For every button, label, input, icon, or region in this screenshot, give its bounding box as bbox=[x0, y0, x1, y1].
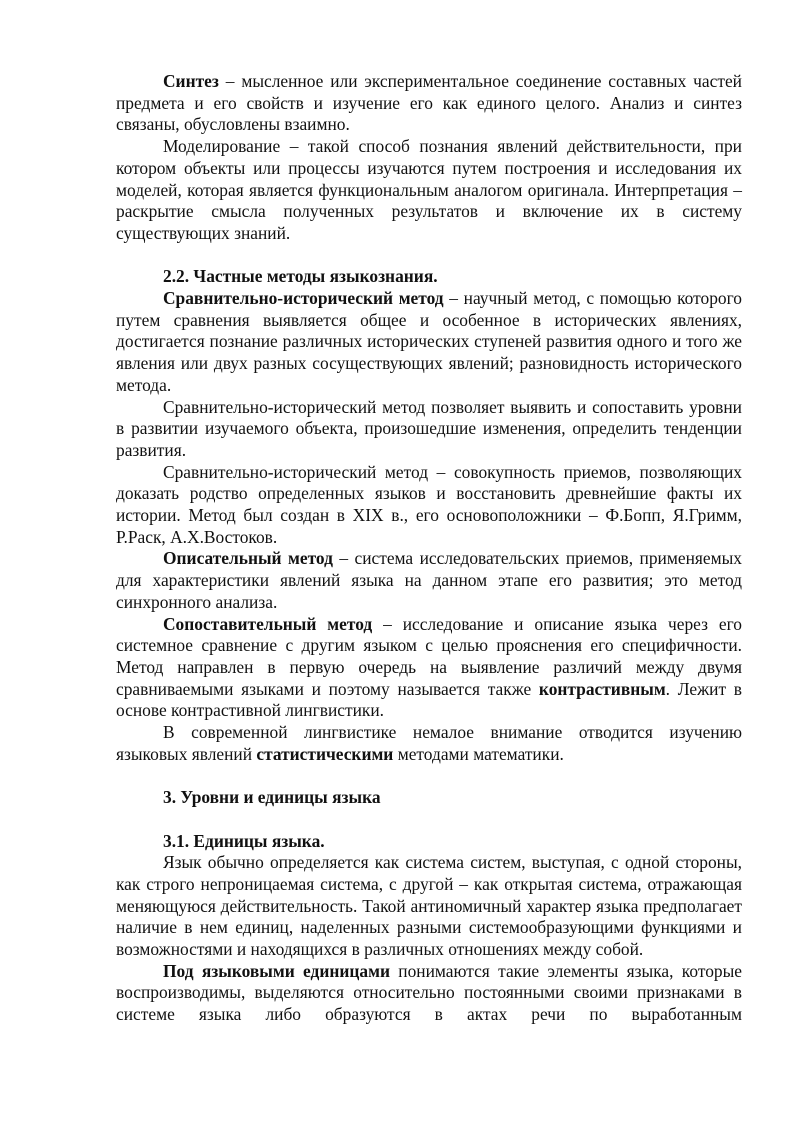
bold-term: статистическими bbox=[256, 743, 394, 764]
paragraph-text: понимаются такие элементы языка, которые воспроизводимы, выделяются относительно постоянными своими признаками в системе языка либо образуются в актах речи по выработанным bbox=[116, 960, 742, 1025]
paragraph-text: методами математики. bbox=[393, 743, 564, 764]
body-paragraph bbox=[116, 722, 742, 765]
paragraph-spacer bbox=[116, 809, 742, 831]
body-paragraph bbox=[116, 852, 742, 961]
bold-term: контрастивным bbox=[538, 678, 666, 699]
bold-term: Сопоставительный метод bbox=[163, 613, 373, 634]
body-paragraph bbox=[116, 961, 742, 1026]
bold-term: Синтез bbox=[163, 71, 219, 91]
paragraph-text: Сравнительно-исторический метод – совокупность приемов, позволяющих доказать родство определенных языков и восстановить древнейшие факты их истории. Метод был создан в XIX в., его основоположники – Ф.Бопп, Я.Гримм, Р.Раск, А.Х.Востоков. bbox=[116, 461, 742, 547]
section-heading: 3. Уровни и единицы языка bbox=[163, 787, 381, 808]
bold-term: Под языковыми единицами bbox=[163, 960, 390, 981]
body-paragraph bbox=[116, 288, 742, 397]
paragraph-text: Язык обычно определяется как система систем, выступая, с одной стороны, как строго непроницаемая система, с другой – как открытая система, отражающая меняющуюся действительность. Такой антиномичный характер языка предполагает наличие в нем единиц, наделенных разными системообразующими функциями и возможностями и находящихся в различных отношениях между собой. bbox=[116, 852, 742, 960]
body-paragraph bbox=[116, 462, 742, 549]
paragraph-text: Сравнительно-исторический метод позволяет выявить и сопоставить уровни в развитии изучаемого объекта, произошедшие изменения, определить тенденции развития. bbox=[116, 396, 742, 460]
section-heading: 2.2. Частные методы языкознания. bbox=[163, 266, 438, 287]
paragraph-text: Моделирование – такой способ познания явлений действительности, при котором объекты или процессы изучаются путем построения и исследования их моделей, которая является функциональным аналогом оригинала. Интерпретация – раскрытие смысла полученных результатов и включение их в систему существующих знаний. bbox=[116, 136, 742, 243]
paragraph-text: В современной лингвистике немалое внимание отводится изучению языковых явлений bbox=[116, 722, 742, 764]
paragraph-text: . Лежит в основе контрастивной лингвистики. bbox=[116, 678, 742, 721]
paragraph-spacer bbox=[116, 765, 742, 787]
body-paragraph bbox=[116, 397, 742, 462]
body-paragraph bbox=[116, 614, 742, 723]
section-heading: 3.1. Единицы языка. bbox=[163, 830, 325, 851]
body-paragraph bbox=[116, 548, 742, 613]
body-paragraph bbox=[116, 71, 742, 136]
paragraph-text: – исследование и описание языка через его системное сравнение с другим языком с целью прояснения его специфичности. Метод направлен в первую очередь на выявление различий между двумя сравниваемыми языками и поэтому называется также bbox=[116, 613, 742, 699]
paragraph-text: – научный метод, с помощью которого путем сравнения выявляется общее и особенное в исторических явлениях, достигается познание различных исторических ступеней развития одного и того же явления или двух разных сосуществующих явлений; разновидность исторического метода. bbox=[116, 288, 742, 395]
bold-term: Сравнительно-исторический метод bbox=[163, 288, 444, 309]
paragraph-spacer bbox=[116, 245, 742, 267]
body-paragraph bbox=[116, 136, 742, 245]
paragraph-text: – система исследовательских приемов, применяемых для характеристики явлений языка на данном этапе его развития; это метод синхронного анализа. bbox=[116, 548, 742, 612]
bold-term: Описательный метод bbox=[163, 548, 333, 569]
paragraph-text: – мысленное или экспериментальное соединение составных частей предмета и его свойств и изучение его как единого целого. Анализ и синтез связаны, обусловлены взаимно. bbox=[116, 71, 742, 135]
